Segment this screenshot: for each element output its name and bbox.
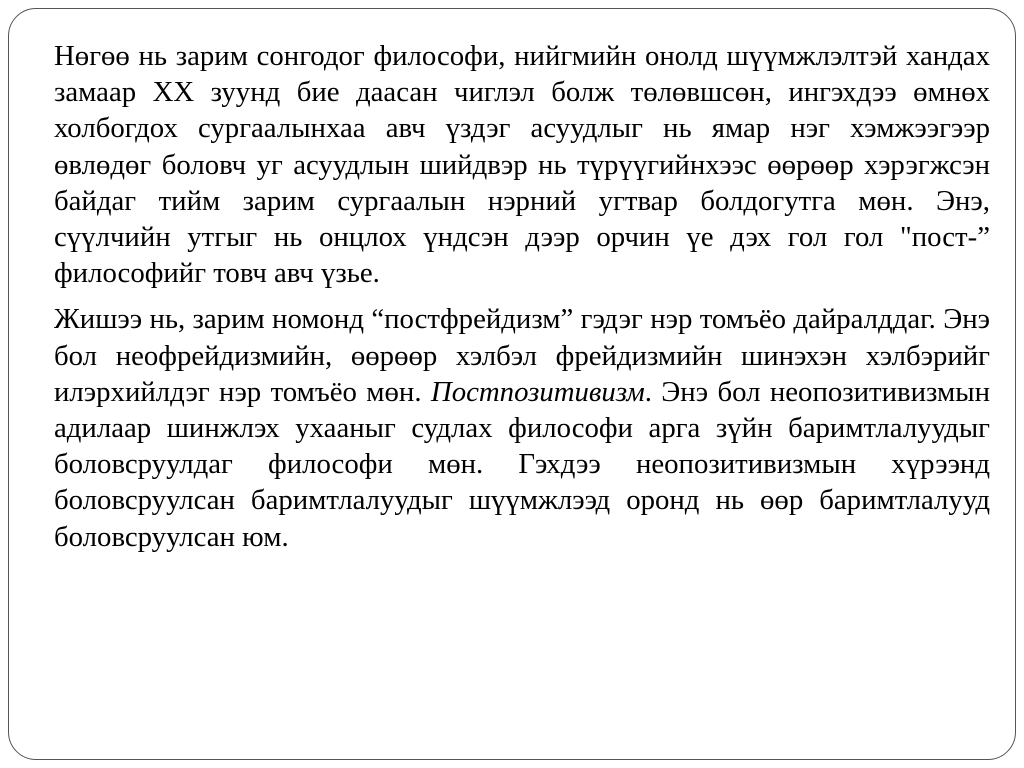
slide-body xyxy=(54,38,990,555)
paragraph-2-text-b: . Энэ бол неопозитивизмын адилаар шинжлэх ухааныг судлах философи арга зүйн баримтлалуудыг боловсруулдаг философи мөн. Гэхдээ неопозитивизмын хүрээнд боловсруулсан баримтлалуудыг шүүмжлээд оронд нь өөр баримтлалууд боловсруулсан юм. xyxy=(54,375,990,553)
paragraph-2 xyxy=(54,301,990,554)
paragraph-1: Нөгөө нь зарим сонгодог философи, нийгмийн онолд шүүмжлэлтэй хандах замаар XX зуунд бие даасан чиглэл болж төлөвшсөн, ингэхдээ өмнөх холбогдох сургаалынхаа авч үздэг асуудлыг нь ямар нэг хэмжээгээр өвлөдөг боловч уг асуудлын шийдвэр нь түрүүгийнхээс өөрөөр хэрэгжсэн байдаг тийм зарим сургаалын нэрний угтвар болдогутга мөн. Энэ, сүүлчийн утгыг нь онцлох үндсэн дээр орчин үе дэх гол гол "пост-” философийг товч авч үзье. xyxy=(54,40,990,290)
paragraph-2-text-a: Жишээ нь, зарим номонд “постфрейдизм” гэдэг нэр томъёо дайралддаг. Энэ бол неофрейдизмийн, өөрөөр хэлбэл фрейдизмийн шинэхэн хэлбэрийг илэрхийлдэг нэр томъёо мөн. xyxy=(54,303,990,408)
paragraph-2-italic-term: Постпозитивизм xyxy=(430,375,645,408)
